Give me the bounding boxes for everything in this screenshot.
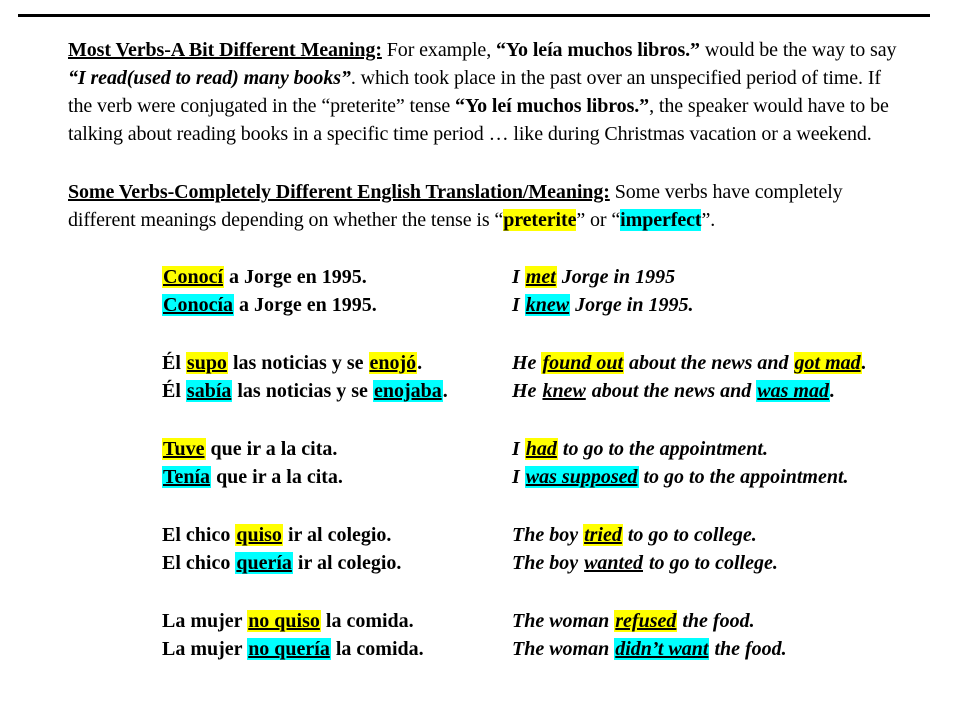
- sentence-text: Él: [162, 380, 186, 402]
- sentence-text: la comida.: [320, 610, 414, 632]
- sentence-text: The woman: [512, 638, 615, 660]
- highlighted-verb: Conocía: [163, 294, 233, 316]
- sentence-text: El chico: [162, 524, 236, 546]
- top-rule: [18, 14, 930, 17]
- sentence-text: Jorge in 1995: [556, 266, 676, 288]
- sentence-text: about the news and: [586, 380, 757, 402]
- highlighted-verb: Tenía: [163, 466, 211, 488]
- sentence-text: The woman: [512, 610, 615, 632]
- spanish-sentence: [162, 263, 367, 291]
- english-sentence: [512, 521, 757, 549]
- paragraph-some-verbs: Some Verbs-Completely Different English Translation/Meaning: Some verbs have completely different meanings depending on whether the tense is “preterite” or “imperfect”.: [68, 181, 843, 231]
- sentence-text: las noticias y se: [232, 380, 373, 402]
- spanish-sentence: [162, 349, 422, 377]
- sentence-text: Jorge in 1995.: [570, 294, 694, 316]
- highlighted-verb: had: [525, 438, 557, 460]
- english-sentence: [512, 349, 867, 377]
- highlighted-verb: supo: [186, 352, 227, 374]
- highlighted-verb: sabía: [186, 380, 232, 402]
- spanish-sentence: [162, 607, 414, 635]
- highlighted-verb: quiso: [236, 524, 282, 546]
- highlighted-verb: enojaba: [373, 380, 442, 402]
- english-sentence: [512, 635, 787, 663]
- highlighted-verb: knew: [525, 294, 570, 316]
- highlighted-verb: enojó: [369, 352, 417, 374]
- english-sentence: [512, 377, 835, 405]
- sentence-text: la comida.: [330, 638, 424, 660]
- section-heading: Some Verbs-Completely Different English Translation/Meaning:: [68, 181, 610, 203]
- sentence-text: to go to college.: [622, 524, 757, 546]
- sentence-text: ir al colegio.: [282, 524, 392, 546]
- english-sentence: [512, 435, 768, 463]
- spanish-sentence: [162, 435, 337, 463]
- sentence-text: He: [512, 352, 542, 374]
- highlighted-verb: quería: [236, 552, 292, 574]
- sentence-text: I: [512, 266, 525, 288]
- highlighted-verb: met: [525, 266, 556, 288]
- english-sentence: [512, 607, 755, 635]
- sentence-text: a Jorge en 1995.: [224, 266, 367, 288]
- section-heading: Most Verbs-A Bit Different Meaning:: [68, 39, 382, 61]
- spanish-sentence: [162, 635, 424, 663]
- sentence-text: I: [512, 438, 525, 460]
- sentence-text: ir al colegio.: [292, 552, 402, 574]
- sentence-text: que ir a la cita.: [211, 466, 343, 488]
- highlighted-verb: Tuve: [163, 438, 205, 460]
- spanish-sentence: [162, 549, 401, 577]
- sentence-text: .: [417, 352, 423, 374]
- highlighted-verb: no quiso: [248, 610, 320, 632]
- highlight-imperfect: imperfect: [620, 209, 702, 231]
- highlighted-verb: didn’t want: [615, 638, 709, 660]
- highlighted-verb: refused: [615, 610, 677, 632]
- spanish-sentence: [162, 463, 343, 491]
- english-sentence: [512, 291, 693, 319]
- highlighted-verb: Conocí: [163, 266, 223, 288]
- sentence-text: La mujer: [162, 610, 248, 632]
- spanish-sentence: [162, 291, 377, 319]
- sentence-text: the food.: [677, 610, 755, 632]
- example-imperfect: “Yo leía muchos libros.”: [496, 39, 700, 61]
- highlighted-verb: was supposed: [525, 466, 638, 488]
- sentence-text: to go to college.: [644, 552, 778, 574]
- sentence-text: .: [861, 352, 867, 374]
- highlighted-verb: tried: [584, 524, 622, 546]
- english-sentence: [512, 263, 675, 291]
- spanish-sentence: [162, 377, 448, 405]
- example-translation: “I read(used to read) many books”: [68, 67, 351, 89]
- sentence-text: .: [829, 380, 835, 402]
- sentence-text: about the news and: [624, 352, 794, 374]
- sentence-text: The boy: [512, 552, 584, 574]
- sentence-text: las noticias y se: [227, 352, 369, 374]
- highlighted-verb: found out: [542, 352, 624, 374]
- sentence-text: The boy: [512, 524, 584, 546]
- sentence-text: He: [512, 380, 542, 402]
- sentence-text: a Jorge en 1995.: [234, 294, 377, 316]
- example-preterite: “Yo leí muchos libros.”: [455, 95, 650, 117]
- sentence-text: I: [512, 294, 525, 316]
- highlighted-verb: was mad: [757, 380, 829, 402]
- highlighted-verb: wanted: [584, 552, 643, 574]
- sentence-text: I: [512, 466, 525, 488]
- english-sentence: [512, 549, 778, 577]
- sentence-text: to go to the appointment.: [557, 438, 768, 460]
- paragraph-most-verbs: Most Verbs-A Bit Different Meaning: For example, “Yo leía muchos libros.” would be the way to say “I read(used to read) many books”. which took place in the past over an unspecified period of time. If the verb were conjugated in the “preterite” tense “Yo leí muchos libros.”, the speaker would have to be talking about reading books in a specific time period … like during Christmas vacation or a weekend.: [68, 39, 897, 145]
- sentence-text: .: [442, 380, 448, 402]
- sentence-text: the food.: [709, 638, 787, 660]
- highlighted-verb: knew: [542, 380, 586, 402]
- sentence-text: La mujer: [162, 638, 248, 660]
- sentence-text: Él: [162, 352, 186, 374]
- sentence-text: que ir a la cita.: [205, 438, 338, 460]
- english-sentence: [512, 463, 849, 491]
- sentence-text: El chico: [162, 552, 236, 574]
- highlight-preterite: preterite: [503, 209, 577, 231]
- highlighted-verb: got mad: [794, 352, 861, 374]
- highlighted-verb: no quería: [248, 638, 330, 660]
- sentence-text: to go to the appointment.: [638, 466, 849, 488]
- spanish-sentence: [162, 521, 391, 549]
